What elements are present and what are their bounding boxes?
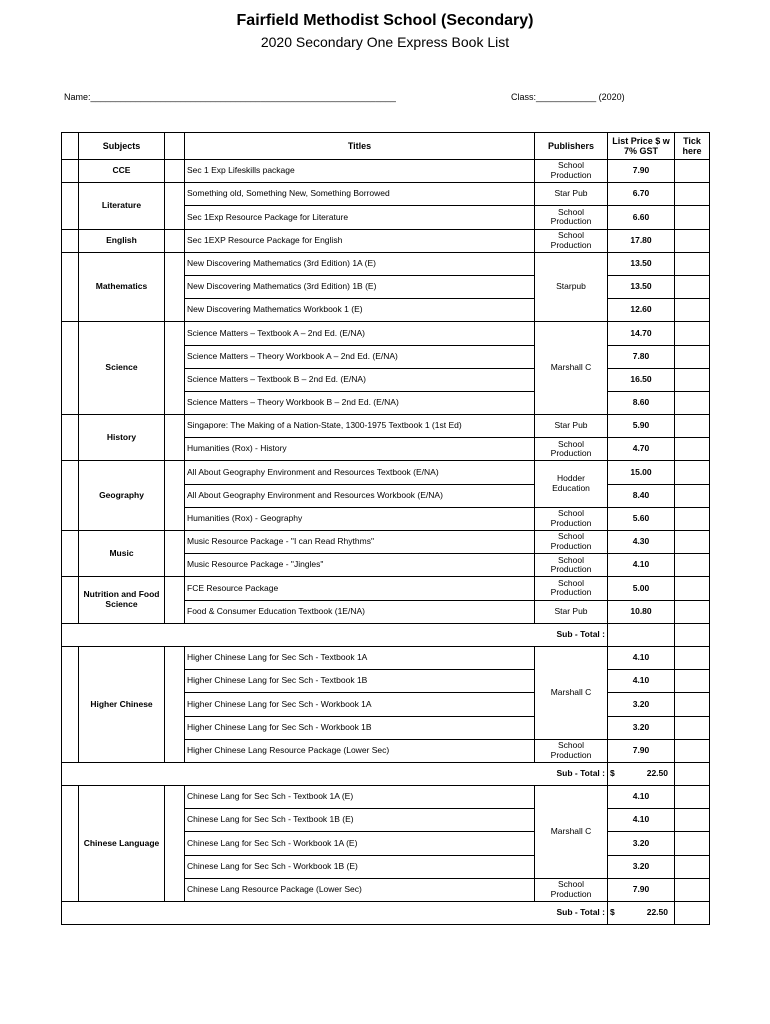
title-cell: Higher Chinese Lang for Sec Sch - Workbook 1A	[185, 693, 535, 716]
table-row	[62, 577, 710, 600]
price-cell: 12.60	[608, 299, 675, 322]
tick-box[interactable]	[675, 345, 710, 368]
name-field[interactable]: Name:_____________________________________________________________	[64, 92, 396, 102]
publisher-cell: School Production	[535, 531, 608, 554]
subject-cell: Science	[79, 322, 165, 415]
tick-box[interactable]	[675, 368, 710, 391]
title-cell: Music Resource Package - "I can Read Rhythms"	[185, 531, 535, 554]
subtotal-label: Sub - Total :	[62, 623, 608, 646]
title-cell: New Discovering Mathematics (3rd Edition) 1B (E)	[185, 275, 535, 298]
column-header-publishers: Publishers	[535, 133, 608, 160]
tick-box[interactable]	[675, 461, 710, 484]
subtotal-amount: $ 22.50	[608, 902, 675, 925]
tick-box[interactable]	[675, 229, 710, 252]
subtotal-row	[62, 902, 710, 925]
price-cell: 4.10	[608, 554, 675, 577]
tick-box-left[interactable]	[62, 415, 79, 461]
publisher-cell: School Production	[535, 554, 608, 577]
column-header-titles: Titles	[185, 133, 535, 160]
publisher-cell: School Production	[535, 577, 608, 600]
tick-box[interactable]	[675, 670, 710, 693]
subject-cell: History	[79, 415, 165, 461]
tick-box[interactable]	[675, 391, 710, 414]
publisher-cell: Marshall C	[535, 322, 608, 415]
price-cell: 16.50	[608, 368, 675, 391]
tick-box[interactable]	[675, 646, 710, 669]
publisher-cell: School Production	[535, 739, 608, 762]
tick-box-left[interactable]	[62, 322, 79, 415]
publisher-cell: Star Pub	[535, 415, 608, 438]
price-cell: 15.00	[608, 461, 675, 484]
tick-box[interactable]	[675, 832, 710, 855]
tick-box-left[interactable]	[62, 252, 79, 322]
tick-box-left[interactable]	[62, 461, 79, 531]
tick-box[interactable]	[675, 252, 710, 275]
subtotal-amount	[608, 623, 675, 646]
publisher-cell: School Production	[535, 229, 608, 252]
tick-box[interactable]	[675, 206, 710, 229]
subject-cell: English	[79, 229, 165, 252]
tick-box[interactable]	[675, 809, 710, 832]
title-cell: Sec 1 Exp Lifeskills package	[185, 160, 535, 183]
subtotal-row	[62, 762, 710, 785]
title-cell: Higher Chinese Lang for Sec Sch - Textbook 1A	[185, 646, 535, 669]
title-cell: Something old, Something New, Something Borrowed	[185, 183, 535, 206]
title-cell: Science Matters – Theory Workbook B – 2nd Ed. (E/NA)	[185, 391, 535, 414]
subject-cell: CCE	[79, 160, 165, 183]
tick-box-left[interactable]	[62, 183, 79, 229]
table-row	[62, 646, 710, 669]
tick-box-left[interactable]	[62, 786, 79, 902]
table-row	[62, 160, 710, 183]
title-cell: Chinese Lang Resource Package (Lower Sec)	[185, 878, 535, 901]
publisher-cell: Marshall C	[535, 646, 608, 739]
title-cell: All About Geography Environment and Resources Textbook (E/NA)	[185, 461, 535, 484]
title-cell: Science Matters – Textbook B – 2nd Ed. (E/NA)	[185, 368, 535, 391]
publisher-cell: Star Pub	[535, 183, 608, 206]
title-cell: Sec 1EXP Resource Package for English	[185, 229, 535, 252]
title-cell: Chinese Lang for Sec Sch - Workbook 1B (E)	[185, 855, 535, 878]
price-cell: 7.90	[608, 878, 675, 901]
table-row	[62, 252, 710, 275]
publisher-cell: Hodder Education	[535, 461, 608, 507]
subtotal-row	[62, 623, 710, 646]
price-cell: 4.10	[608, 809, 675, 832]
price-cell: 3.20	[608, 693, 675, 716]
tick-box[interactable]	[675, 507, 710, 530]
title-cell: New Discovering Mathematics Workbook 1 (E)	[185, 299, 535, 322]
table-row	[62, 415, 710, 438]
price-cell: 4.10	[608, 786, 675, 809]
price-cell: 14.70	[608, 322, 675, 345]
price-cell: 5.60	[608, 507, 675, 530]
table-row	[62, 229, 710, 252]
tick-box[interactable]	[675, 160, 710, 183]
price-cell: 13.50	[608, 275, 675, 298]
publisher-cell: School Production	[535, 160, 608, 183]
subject-cell: Geography	[79, 461, 165, 531]
tick-box[interactable]	[675, 275, 710, 298]
column-header-tick: Tick here	[675, 133, 710, 160]
tick-box-left[interactable]	[62, 531, 79, 577]
title-cell: Chinese Lang for Sec Sch - Textbook 1A (E)	[185, 786, 535, 809]
book-list-table	[61, 132, 710, 925]
publisher-cell: School Production	[535, 206, 608, 229]
title-cell: All About Geography Environment and Resources Workbook (E/NA)	[185, 484, 535, 507]
title-cell: Sec 1Exp Resource Package for Literature	[185, 206, 535, 229]
table-header-row	[62, 133, 710, 160]
table-row	[62, 461, 710, 484]
subtotal-label: Sub - Total :	[62, 902, 608, 925]
tick-box[interactable]	[675, 786, 710, 809]
tick-box-left[interactable]	[62, 160, 79, 183]
subject-cell: Chinese Language	[79, 786, 165, 902]
title-cell: FCE Resource Package	[185, 577, 535, 600]
tick-box-left[interactable]	[62, 646, 79, 762]
title-cell: Food & Consumer Education Textbook (1E/NA)	[185, 600, 535, 623]
subtotal-label: Sub - Total :	[62, 762, 608, 785]
page-title: Fairfield Methodist School (Secondary)	[236, 12, 534, 29]
publisher-cell: School Production	[535, 878, 608, 901]
tick-box[interactable]	[675, 693, 710, 716]
price-cell: 5.90	[608, 415, 675, 438]
title-cell: Music Resource Package - "Jingles"	[185, 554, 535, 577]
table-row	[62, 531, 710, 554]
tick-box[interactable]	[675, 739, 710, 762]
price-cell: 17.80	[608, 229, 675, 252]
title-cell: Singapore: The Making of a Nation-State, 1300-1975 Textbook 1 (1st Ed)	[185, 415, 535, 438]
tick-box[interactable]	[675, 600, 710, 623]
price-cell: 8.60	[608, 391, 675, 414]
title-cell: Higher Chinese Lang for Sec Sch - Workbook 1B	[185, 716, 535, 739]
subject-cell: Mathematics	[79, 252, 165, 322]
page-subtitle: 2020 Secondary One Express Book List	[260, 34, 510, 50]
price-cell: 6.60	[608, 206, 675, 229]
subject-cell: Literature	[79, 183, 165, 229]
tick-box-left[interactable]	[62, 577, 79, 623]
column-header-price: List Price $ w 7% GST	[608, 133, 675, 160]
class-field[interactable]: Class:____________ (2020)	[511, 92, 625, 102]
price-cell: 3.20	[608, 855, 675, 878]
price-cell: 13.50	[608, 252, 675, 275]
title-cell: Humanities (Rox) - Geography	[185, 507, 535, 530]
price-cell: 4.30	[608, 531, 675, 554]
tick-box[interactable]	[675, 183, 710, 206]
publisher-cell: Marshall C	[535, 786, 608, 879]
table-row	[62, 183, 710, 206]
price-cell: 4.10	[608, 670, 675, 693]
publisher-cell: Starpub	[535, 252, 608, 322]
title-cell: Higher Chinese Lang for Sec Sch - Textbook 1B	[185, 670, 535, 693]
tick-box[interactable]	[675, 577, 710, 600]
subject-cell: Higher Chinese	[79, 646, 165, 762]
price-cell: 7.90	[608, 160, 675, 183]
title-cell: Chinese Lang for Sec Sch - Textbook 1B (E)	[185, 809, 535, 832]
subtotal-amount: $ 22.50	[608, 762, 675, 785]
publisher-cell: Star Pub	[535, 600, 608, 623]
price-cell: 4.70	[608, 438, 675, 461]
tick-box[interactable]	[675, 716, 710, 739]
subject-cell: Music	[79, 531, 165, 577]
title-cell: Science Matters – Theory Workbook A – 2nd Ed. (E/NA)	[185, 345, 535, 368]
price-cell: 7.80	[608, 345, 675, 368]
table-row	[62, 322, 710, 345]
price-cell: 4.10	[608, 646, 675, 669]
price-cell: 3.20	[608, 832, 675, 855]
price-cell: 3.20	[608, 716, 675, 739]
tick-box[interactable]	[675, 415, 710, 438]
tick-box[interactable]	[675, 855, 710, 878]
tick-box[interactable]	[675, 438, 710, 461]
price-cell: 7.90	[608, 739, 675, 762]
subject-cell: Nutrition and Food Science	[79, 577, 165, 623]
title-cell: New Discovering Mathematics (3rd Edition) 1A (E)	[185, 252, 535, 275]
tick-box[interactable]	[675, 878, 710, 901]
tick-box[interactable]	[675, 484, 710, 507]
column-header-subjects: Subjects	[79, 133, 165, 160]
price-cell: 10.80	[608, 600, 675, 623]
price-cell: 5.00	[608, 577, 675, 600]
title-cell: Chinese Lang for Sec Sch - Workbook 1A (E)	[185, 832, 535, 855]
title-cell: Higher Chinese Lang Resource Package (Lower Sec)	[185, 739, 535, 762]
price-cell: 8.40	[608, 484, 675, 507]
publisher-cell: School Production	[535, 507, 608, 530]
tick-box[interactable]	[675, 554, 710, 577]
tick-box[interactable]	[675, 299, 710, 322]
publisher-cell: School Production	[535, 438, 608, 461]
tick-box[interactable]	[675, 322, 710, 345]
tick-box-left[interactable]	[62, 229, 79, 252]
tick-box[interactable]	[675, 531, 710, 554]
title-cell: Humanities (Rox) - History	[185, 438, 535, 461]
price-cell: 6.70	[608, 183, 675, 206]
title-cell: Science Matters – Textbook A – 2nd Ed. (E/NA)	[185, 322, 535, 345]
table-row	[62, 786, 710, 809]
